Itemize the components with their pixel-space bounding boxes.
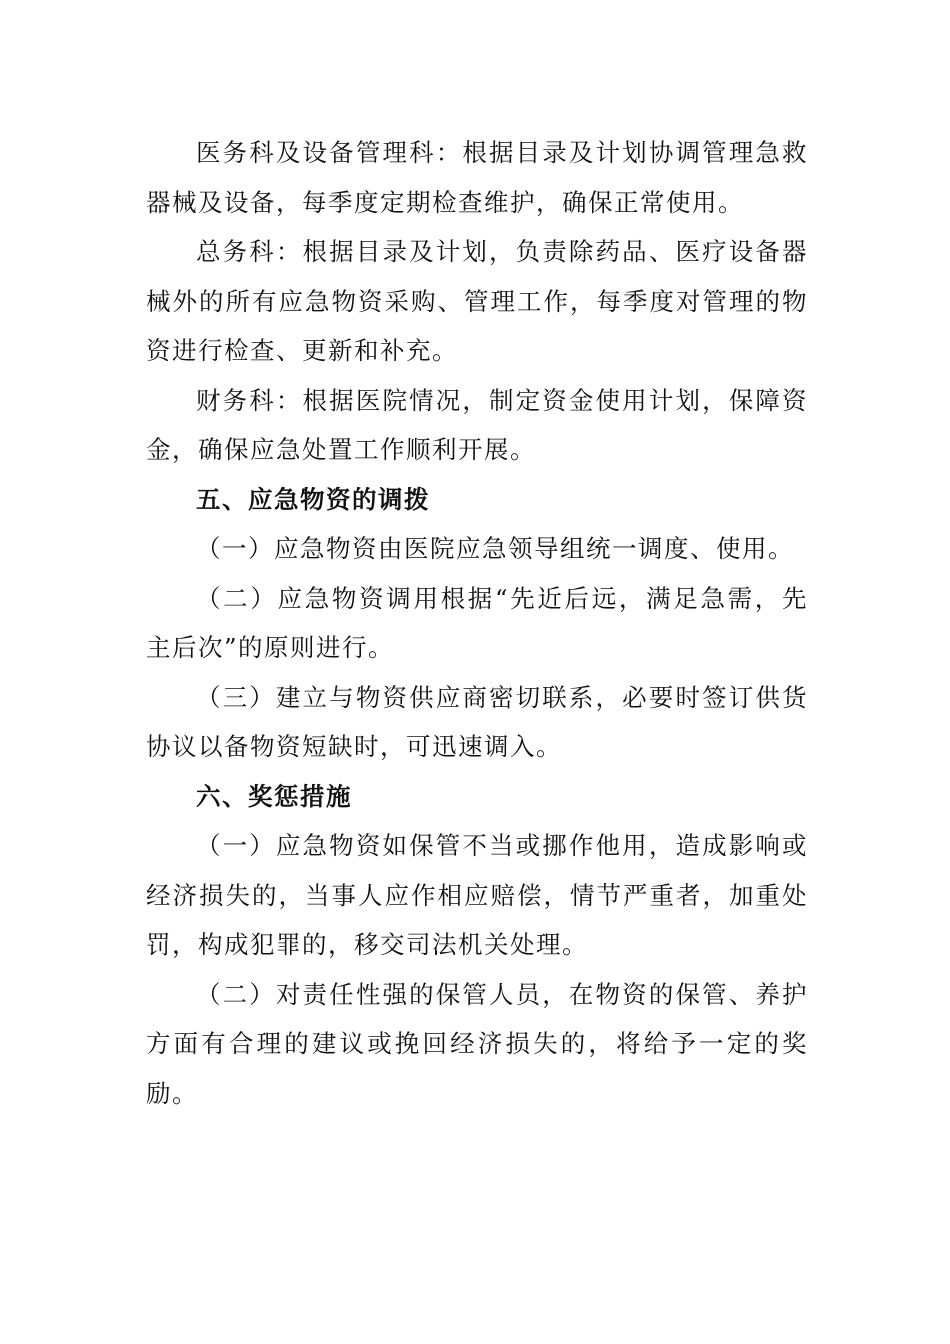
document-body: [146, 128, 808, 1118]
paragraph-finance-dept: 财务科：根据医院情况，制定资金使用计划，保障资金，确保应急处置工作顺利开展。: [146, 385, 808, 464]
paragraph-allocation-2: （二）应急物资调用根据“先近后远，满足急需，先主后次”的原则进行。: [146, 583, 808, 662]
section-heading-allocation: 五、应急物资的调拨: [196, 484, 430, 514]
paragraph-general-affairs-dept: 总务科：根据目录及计划，负责除药品、医疗设备器械外的所有应急物资采购、管理工作，每季度对管理的物资进行检查、更新和补充。: [146, 237, 808, 365]
paragraph-allocation-1: （一）应急物资由医院应急领导组统一调度、使用。: [196, 534, 794, 563]
paragraph-medical-equipment-dept: 医务科及设备管理科：根据目录及计划协调管理急救器械及设备，每季度定期检查维护，确保正常使用。: [146, 138, 808, 217]
section-heading-rewards-penalties: 六、奖惩措施: [196, 781, 352, 811]
paragraph-reward: （二）对责任性强的保管人员，在物资的保管、养护方面有合理的建议或挽回经济损失的，将给予一定的奖励。: [146, 979, 808, 1108]
paragraph-allocation-3: （三）建立与物资供应商密切联系，必要时签订供货协议以备物资短缺时，可迅速调入。: [146, 682, 808, 761]
paragraph-penalty: （一）应急物资如保管不当或挪作他用，造成影响或经济损失的，当事人应作相应赔偿，情节严重者，加重处罚，构成犯罪的，移交司法机关处理。: [146, 831, 808, 959]
